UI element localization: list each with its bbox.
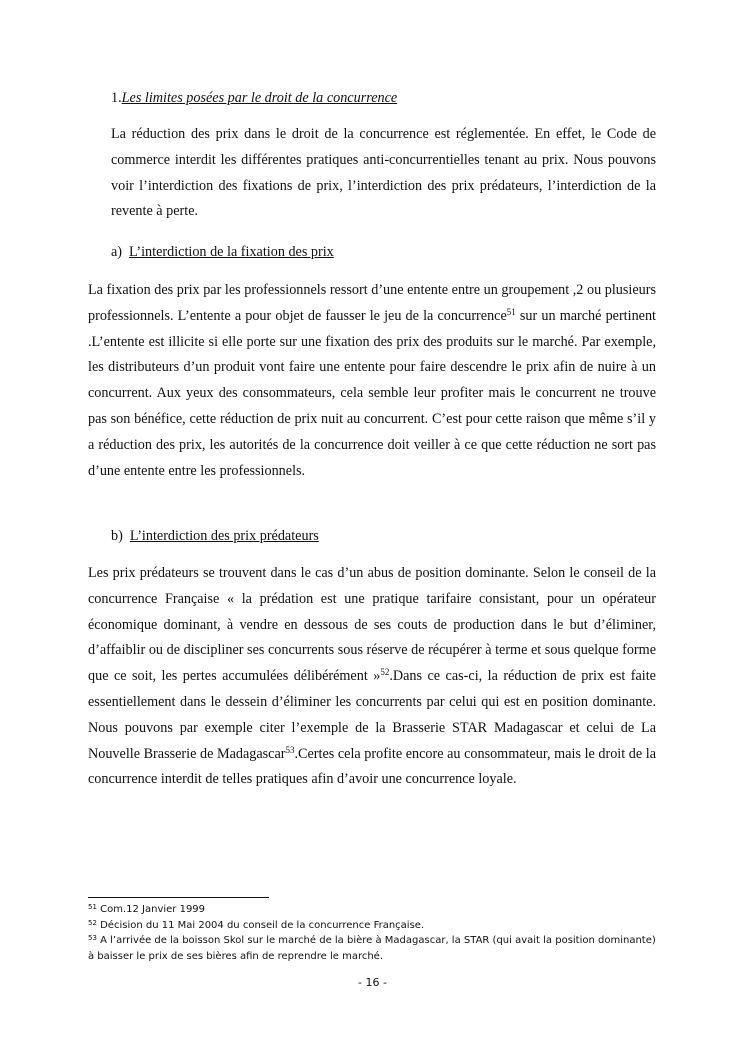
footnotes xyxy=(88,902,658,964)
subsection-a-heading xyxy=(111,242,334,262)
paragraph-a-text-2: sur un marché pertinent .L’entente est illicite si elle porte sur une fixation des prix des produits sur le marché. Par exemple, les distributeurs d’un produit vont faire une entente pour faire descendre le prix afin de nuire à un concurrent. Aux yeux des consommateurs, cela semble leur profiter mais le concurrent ne trouve pas son bénéfice, cette réduction de prix nuit au concurrent. C’est pour cette raison que même s’il y a réduction des prix, les autorités de la concurrence doit veiller à ce que cette réduction ne sort pas d’une entente entre les professionnels. xyxy=(88,307,656,479)
footnote-text: A l’arrivée de la boisson Skol sur le marché de la bière à Madagascar, la STAR (qui avait la position dominante) à baisser le prix de ses bières afin de reprendre le marché. xyxy=(88,935,656,962)
footnote-ref-51[interactable]: 51 xyxy=(506,306,516,317)
subsection-b-title: L’interdiction des prix prédateurs xyxy=(129,528,319,544)
footnote-separator xyxy=(88,897,269,898)
paragraph-a-text-1: La fixation des prix par les professionnels ressort d’une entente entre un groupement ,2 ou plusieurs professionnels. L’entente a pour objet de fausser le jeu de la concurrence xyxy=(88,282,656,324)
paragraph-b-text-2: .Dans ce cas-ci, la réduction de prix est faite essentiellement dans le dessein d’éliminer les concurrents par celui qui est en position dominante. Nous pouvons par exemple citer l’exemple de la Brasserie STAR Madagascar et celui de La Nouvelle Brasserie de Madagascar xyxy=(88,668,656,762)
footnote-51 xyxy=(88,902,658,918)
intro-paragraph: La réduction des prix dans le droit de la concurrence est réglementée. En effet, le Code de commerce interdit les différentes pratiques anti-concurrentielles tenant au prix. Nous pouvons voir l’interdiction des fixations de prix, l’interdiction des prix prédateurs, l’interdiction de la revente à perte. xyxy=(111,126,656,220)
subsection-a-title: L’interdiction de la fixation des prix xyxy=(129,244,334,260)
subsection-b-marker: b) xyxy=(111,528,123,544)
section-title: Les limites posées par le droit de la concurrence xyxy=(121,90,398,106)
subsection-a-marker: a) xyxy=(111,244,123,260)
subsection-b-heading xyxy=(111,526,319,546)
footnote-number: 51 xyxy=(88,903,97,911)
paragraph-predatory-prices xyxy=(88,561,656,793)
paragraph-b-text-1: Les prix prédateurs se trouvent dans le cas d’un abus de position dominante. Selon le conseil de la concurrence Française « la prédation est une pratique tarifaire consistant, pour un opérateur économique dominant, à vendre en dessous de ses couts de production dans le but d’éliminer, d’affaiblir ou de discipliner ses concurrents sous réserve de récupérer à terme et sous quelque forme que ce soit, les pertes accumulées délibérément » xyxy=(88,565,656,685)
footnote-ref-52[interactable]: 52 xyxy=(380,667,390,678)
section-heading xyxy=(111,88,397,108)
footnote-ref-53[interactable]: 53 xyxy=(285,744,295,755)
footnote-53 xyxy=(88,933,658,964)
section-number: 1. xyxy=(111,90,122,106)
footnote-number: 53 xyxy=(88,934,97,942)
footnote-52 xyxy=(88,918,658,934)
footnote-text: Décision du 11 Mai 2004 du conseil de la concurrence Française. xyxy=(96,919,425,931)
page-number: - 16 - xyxy=(358,976,387,989)
footnote-text: Com.12 Janvier 1999 xyxy=(96,904,206,915)
footnote-number: 52 xyxy=(88,918,97,927)
paragraph-b-text-3: .Certes cela profite encore au consommateur, mais le droit de la concurrence interdit de telles pratiques afin d’avoir une concurrence loyale. xyxy=(88,745,656,788)
paragraph-price-fixing xyxy=(88,278,656,484)
